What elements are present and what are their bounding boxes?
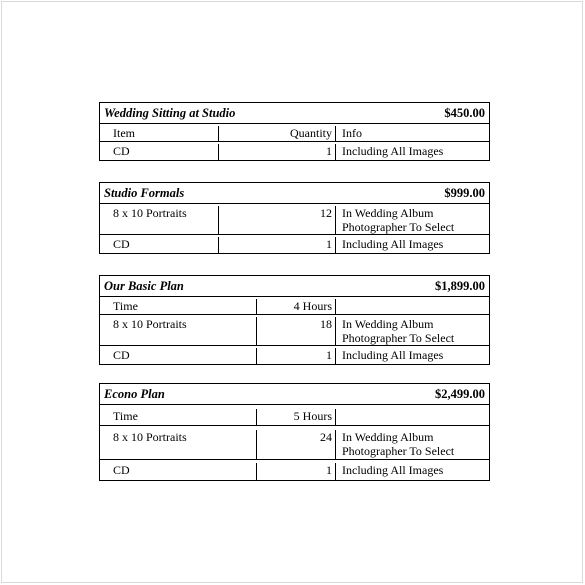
package-title: Our Basic Plan	[104, 278, 184, 293]
info-cell: Including All Images	[342, 237, 444, 251]
package-price: $2,499.00	[435, 386, 485, 401]
table-row	[100, 426, 489, 460]
info-line: In Wedding Album	[342, 430, 434, 444]
package-table-basic-plan	[99, 275, 490, 365]
package-table-wedding-sitting	[99, 102, 490, 161]
table-row	[100, 346, 489, 364]
item-cell: Time	[100, 409, 257, 425]
info-line: In Wedding Album	[342, 206, 434, 220]
quantity-cell: 1	[219, 237, 336, 253]
item-cell: CD	[100, 237, 219, 253]
table-row	[100, 297, 489, 315]
quantity-cell: 18	[257, 317, 336, 345]
item-cell: CD	[100, 463, 257, 480]
table-row	[100, 235, 489, 253]
package-price: $450.00	[444, 105, 485, 120]
package-title: Econo Plan	[104, 386, 165, 401]
info-cell: Including All Images	[342, 144, 444, 158]
info-line: In Wedding Album	[342, 317, 434, 331]
item-cell: 8 x 10 Portraits	[100, 206, 219, 234]
table-row	[100, 124, 489, 142]
info-cell	[336, 430, 457, 459]
table-row	[100, 405, 489, 426]
package-title: Wedding Sitting at Studio	[104, 105, 236, 120]
info-cell	[336, 299, 345, 314]
table-row	[100, 204, 489, 235]
info-line: Photographer To Select	[342, 220, 455, 234]
package-title: Studio Formals	[104, 185, 185, 200]
info-line: Photographer To Select	[342, 331, 455, 345]
table-row	[100, 142, 489, 160]
package-table-studio-formals	[99, 182, 490, 254]
info-cell: Including All Images	[342, 463, 444, 477]
package-header	[100, 183, 489, 204]
item-cell: Item	[100, 126, 219, 141]
quantity-cell: 1	[219, 144, 336, 160]
quantity-cell: 4 Hours	[257, 299, 336, 314]
item-cell: 8 x 10 Portraits	[100, 430, 257, 459]
quantity-cell: 1	[257, 348, 336, 364]
package-header	[100, 384, 489, 405]
item-cell: CD	[100, 348, 257, 364]
table-row	[100, 315, 489, 346]
quantity-cell: 12	[219, 206, 336, 234]
quantity-cell: 5 Hours	[257, 409, 336, 425]
info-cell	[336, 317, 457, 345]
info-cell: Including All Images	[342, 348, 444, 362]
package-header	[100, 103, 489, 124]
table-row	[100, 460, 489, 480]
item-cell: CD	[100, 144, 219, 160]
info-cell: Info	[342, 126, 362, 140]
quantity-cell: Quantity	[219, 126, 336, 141]
quantity-cell: 24	[257, 430, 336, 459]
info-cell	[336, 409, 345, 425]
item-cell: Time	[100, 299, 257, 314]
package-table-econo-plan	[99, 383, 490, 481]
info-line: Photographer To Select	[342, 444, 455, 458]
info-cell	[336, 206, 457, 234]
item-cell: 8 x 10 Portraits	[100, 317, 257, 345]
package-header	[100, 276, 489, 297]
package-price: $1,899.00	[435, 278, 485, 293]
quantity-cell: 1	[257, 463, 336, 480]
package-price: $999.00	[444, 185, 485, 200]
